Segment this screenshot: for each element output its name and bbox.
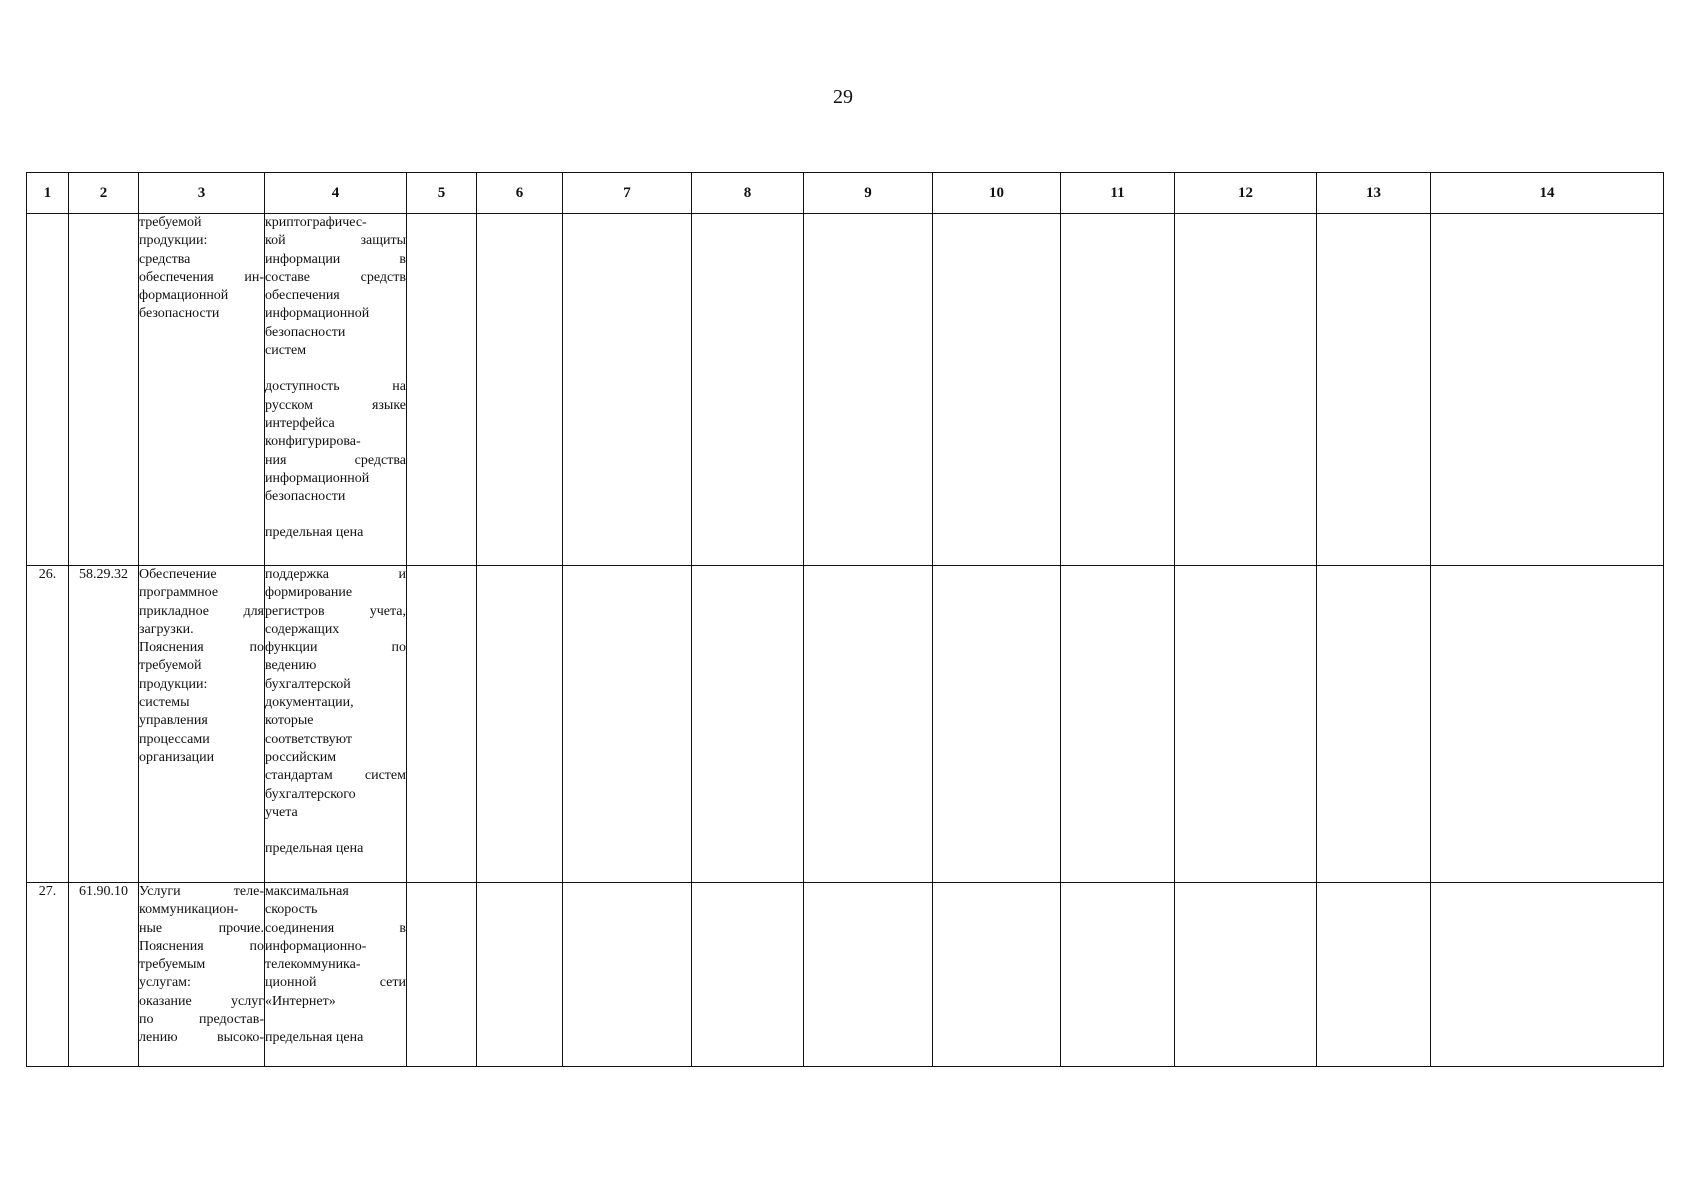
cell-line: Пояснения по (139, 938, 264, 954)
product-name (139, 214, 265, 566)
cell-line: системы (139, 695, 190, 711)
cell-line: которые (265, 713, 314, 729)
empty-cell-col-9 (804, 883, 933, 1067)
cell-line: конфигурирова- (265, 434, 361, 450)
empty-cell-col-8 (692, 214, 804, 566)
product-name (139, 883, 265, 1067)
cell-line: прикладное для (139, 603, 264, 619)
empty-cell-col-13 (1317, 566, 1431, 883)
empty-cell-col-11 (1061, 566, 1175, 883)
empty-cell-col-5 (407, 214, 477, 566)
okpd-code (69, 214, 139, 566)
requirements-table (26, 172, 1664, 1067)
characteristic-item (265, 566, 406, 822)
cell-line: систем (265, 343, 307, 359)
column-header-5: 5 (407, 173, 477, 214)
cell-line: бухгалтерской (265, 676, 351, 692)
column-header-4: 4 (265, 173, 407, 214)
cell-line: требуемой (139, 658, 202, 674)
cell-line: коммуникацион- (139, 902, 239, 918)
cell-line: функции по (265, 640, 406, 656)
column-header-1: 1 (27, 173, 69, 214)
empty-cell-col-14 (1431, 883, 1664, 1067)
cell-line: оказание услуг (139, 993, 264, 1009)
row-number: 26. (27, 566, 69, 883)
empty-cell-col-6 (477, 883, 563, 1067)
cell-line: безопасности (265, 489, 346, 505)
cell-line: обеспечения (265, 288, 340, 304)
okpd-code: 58.29.32 (69, 566, 139, 883)
empty-cell-col-6 (477, 566, 563, 883)
cell-line: ведению (265, 658, 317, 674)
cell-line: информации в (265, 251, 406, 267)
cell-line: соответствуют (265, 731, 353, 747)
cell-line: «Интернет» (265, 993, 336, 1009)
empty-cell-col-5 (407, 566, 477, 883)
cell-line: русском языке (265, 397, 406, 413)
cell-line: ния средства (265, 452, 406, 468)
cell-line: ные прочие. (139, 920, 264, 936)
column-header-9: 9 (804, 173, 933, 214)
cell-line: ционной сети (265, 975, 406, 991)
empty-cell-col-12 (1175, 566, 1317, 883)
cell-line: информационной (265, 306, 370, 322)
empty-cell-col-9 (804, 214, 933, 566)
cell-line: Услуги теле- (139, 884, 264, 899)
cell-line: поддержка и (265, 567, 406, 582)
cell-line: услугам: (139, 975, 191, 991)
cell-line: организации (139, 749, 215, 765)
table-row (27, 566, 1664, 883)
header-row (27, 173, 1664, 214)
cell-line: средства (139, 251, 191, 267)
column-header-14: 14 (1431, 173, 1664, 214)
empty-cell-col-10 (933, 214, 1061, 566)
table-row (27, 214, 1664, 566)
characteristic-item (265, 1029, 406, 1047)
cell-line: Обеспечение (139, 567, 217, 582)
column-header-7: 7 (563, 173, 692, 214)
cell-line: Пояснения по (139, 640, 264, 656)
cell-line: по предостав- (139, 1012, 264, 1028)
empty-cell-col-7 (563, 883, 692, 1067)
empty-cell-col-8 (692, 883, 804, 1067)
cell-line: предельная цена (265, 1030, 364, 1046)
empty-cell-col-7 (563, 214, 692, 566)
cell-line: скорость (265, 902, 318, 918)
cell-line: требуемой (139, 215, 202, 230)
empty-cell-col-14 (1431, 214, 1664, 566)
empty-cell-col-11 (1061, 214, 1175, 566)
empty-cell-col-12 (1175, 883, 1317, 1067)
cell-line: предельная цена (265, 525, 364, 541)
cell-line: предельная цена (265, 841, 364, 857)
characteristics (265, 883, 407, 1067)
characteristic-item (265, 524, 406, 542)
empty-cell-col-9 (804, 566, 933, 883)
cell-line: лению высоко- (139, 1030, 264, 1046)
table-row (27, 883, 1664, 1067)
empty-cell-col-6 (477, 214, 563, 566)
empty-cell-col-14 (1431, 566, 1664, 883)
cell-line: соединения в (265, 920, 406, 936)
table-body (27, 214, 1664, 1067)
column-header-6: 6 (477, 173, 563, 214)
cell-line: загрузки. (139, 621, 194, 637)
cell-line: криптографичес- (265, 215, 367, 230)
okpd-code: 61.90.10 (69, 883, 139, 1067)
row-number (27, 214, 69, 566)
empty-cell-col-8 (692, 566, 804, 883)
column-header-11: 11 (1061, 173, 1175, 214)
cell-line: программное (139, 585, 219, 601)
cell-line: российским (265, 749, 337, 765)
cell-line: содержащих (265, 621, 340, 637)
cell-line: учета (265, 804, 298, 820)
cell-line: документации, (265, 695, 354, 711)
page-number: 29 (833, 86, 853, 108)
cell-line: информационно- (265, 938, 367, 954)
cell-line: стандартам систем (265, 768, 406, 784)
cell-line: обеспечения ин- (139, 269, 264, 285)
cell-line: продукции: (139, 233, 208, 249)
empty-cell-col-13 (1317, 883, 1431, 1067)
cell-line: требуемым (139, 957, 206, 973)
column-header-13: 13 (1317, 173, 1431, 214)
characteristic-item (265, 840, 406, 858)
cell-line: интерфейса (265, 415, 335, 431)
row-number: 27. (27, 883, 69, 1067)
cell-line: информационной (265, 470, 370, 486)
cell-line: формирование (265, 585, 353, 601)
empty-cell-col-10 (933, 566, 1061, 883)
characteristic-item (265, 378, 406, 506)
cell-line: доступность на (265, 379, 406, 395)
characteristics (265, 214, 407, 566)
cell-line: процессами (139, 731, 210, 747)
cell-line: продукции: (139, 676, 208, 692)
empty-cell-col-7 (563, 566, 692, 883)
cell-line: максимальная (265, 884, 349, 899)
characteristic-item (265, 214, 406, 360)
cell-line: кой защиты (265, 233, 406, 249)
cell-line: регистров учета, (265, 603, 406, 619)
column-header-10: 10 (933, 173, 1061, 214)
empty-cell-col-11 (1061, 883, 1175, 1067)
product-name (139, 566, 265, 883)
column-header-12: 12 (1175, 173, 1317, 214)
empty-cell-col-10 (933, 883, 1061, 1067)
cell-line: составе средств (265, 269, 406, 285)
cell-line: безопасности (265, 324, 346, 340)
cell-line: безопасности (139, 306, 220, 322)
empty-cell-col-5 (407, 883, 477, 1067)
column-header-2: 2 (69, 173, 139, 214)
characteristic-item (265, 883, 406, 1011)
column-header-8: 8 (692, 173, 804, 214)
cell-line: формационной (139, 288, 229, 304)
empty-cell-col-12 (1175, 214, 1317, 566)
empty-cell-col-13 (1317, 214, 1431, 566)
cell-line: телекоммуника- (265, 957, 361, 973)
characteristics (265, 566, 407, 883)
cell-line: бухгалтерского (265, 786, 356, 802)
cell-line: управления (139, 713, 208, 729)
column-header-3: 3 (139, 173, 265, 214)
